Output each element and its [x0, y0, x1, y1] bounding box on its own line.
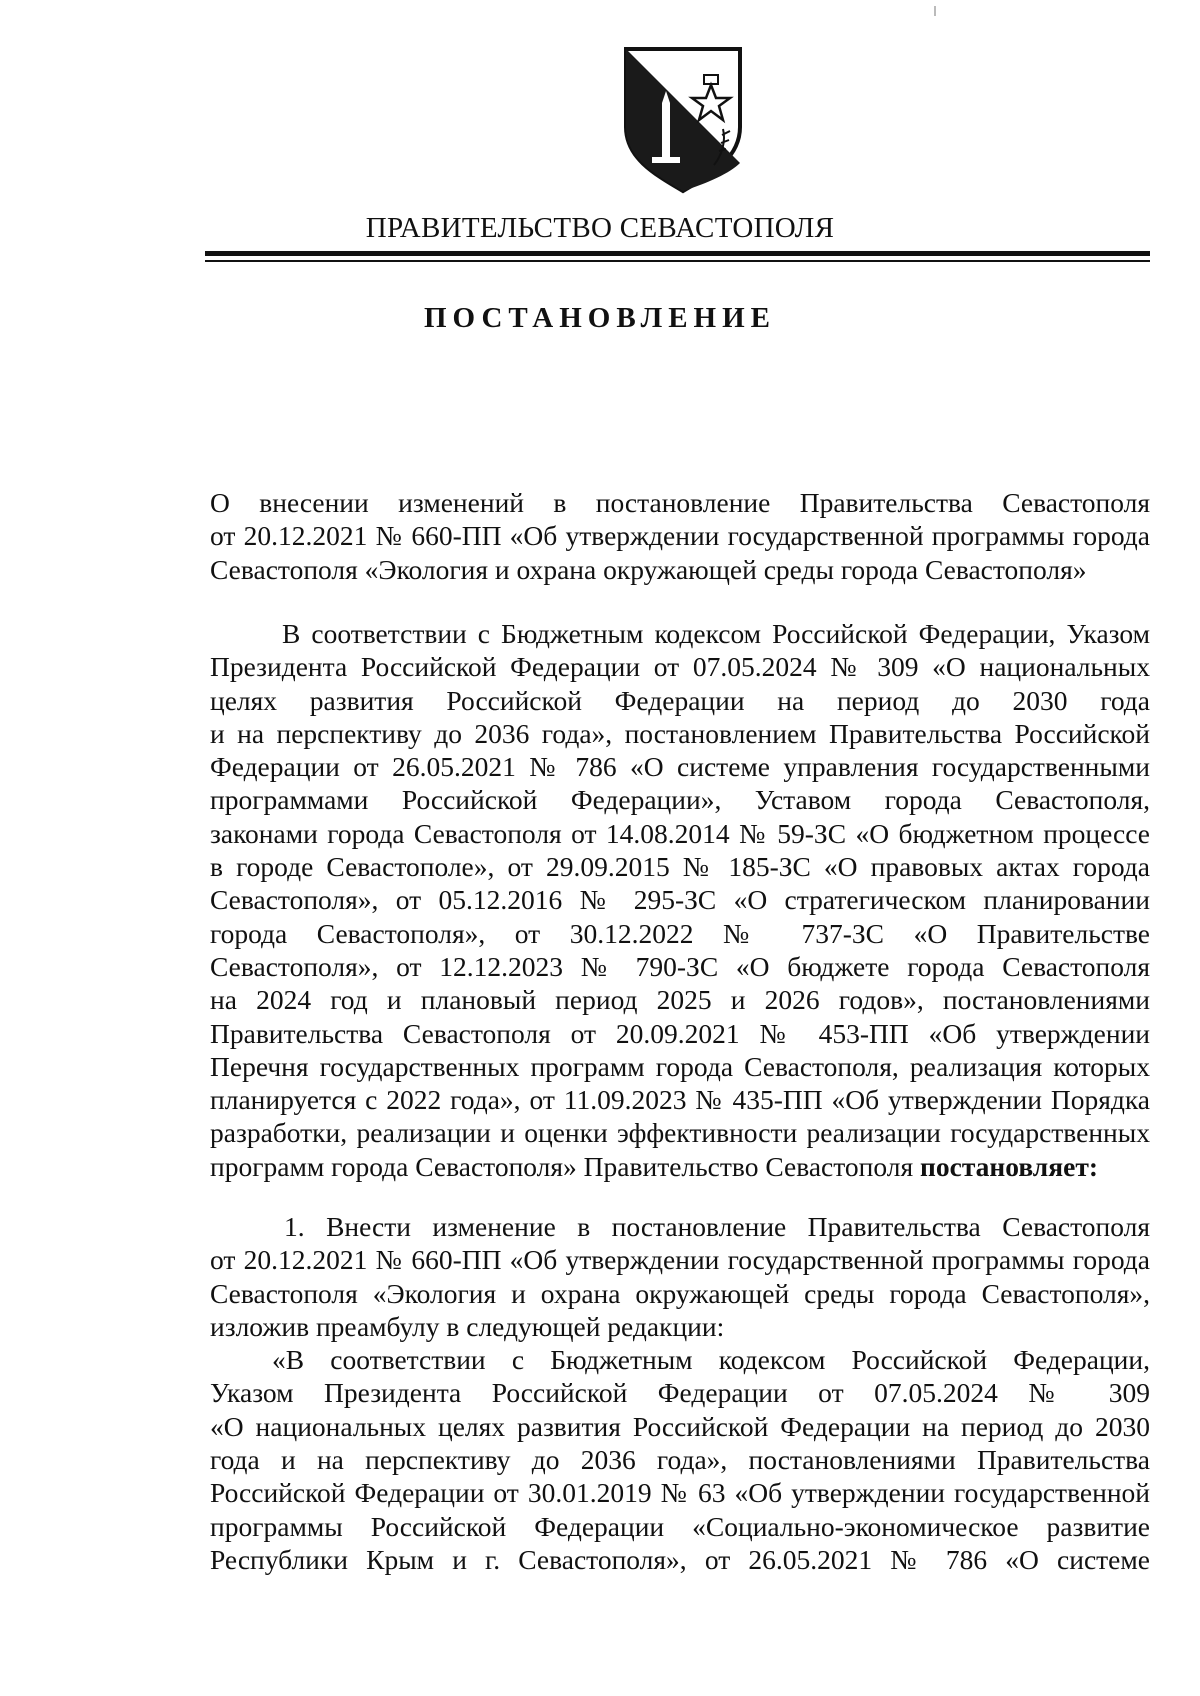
- title-line: О внесении изменений в постановление Правительства Севастополя: [210, 487, 1150, 518]
- sevastopol-coat-of-arms-icon: [618, 45, 748, 195]
- title-line: от 20.12.2021 № 660-ПП «Об утверждении государственной программы города: [210, 520, 1150, 552]
- preamble-last-line-text: программ города Севастополя» Правительство Севастополя: [210, 1150, 921, 1182]
- organization-name: ПРАВИТЕЛЬСТВО СЕВАСТОПОЛЯ: [365, 212, 835, 244]
- quoted-preamble-line: Республики Крым и г. Севастополя», от 26.05.2021 № 786 «О системе: [210, 1543, 1150, 1575]
- document-type-heading: ПОСТАНОВЛЕНИЕ: [423, 302, 776, 334]
- preamble-last-line: [210, 1150, 1150, 1183]
- decision-word: постановляет:: [920, 1150, 1098, 1182]
- item-1-line: от 20.12.2021 № 660-ПП «Об утверждении государственной программы города: [210, 1244, 1150, 1276]
- preamble-line: планируется с 2022 года», от 11.09.2023 № 435-ПП «Об утверждении Порядка: [210, 1084, 1150, 1116]
- preamble-line: В соответствии с Бюджетным кодексом Российской Федерации, Указом: [282, 618, 1150, 649]
- preamble-line: Правительства Севастополя от 20.09.2021 № 453-ПП «Об утверждении: [210, 1017, 1150, 1049]
- title-line: Севастополя «Экология и охрана окружающей среды города Севастополя»: [210, 553, 1087, 585]
- preamble-line: Федерации от 26.05.2021 № 786 «О системе управления государственными: [210, 751, 1150, 783]
- preamble-line: на 2024 год и плановый период 2025 и 2026 годов», постановлениями: [210, 984, 1150, 1016]
- quoted-preamble-line: «О национальных целях развития Российской Федерации на период до 2030: [210, 1410, 1150, 1442]
- preamble-line: разработки, реализации и оценки эффективности реализации государственных: [210, 1117, 1150, 1149]
- preamble-line: Севастополя», от 05.12.2016 № 295-ЗС «О стратегическом планировании: [210, 884, 1150, 916]
- header-divider-thick: [205, 251, 1150, 256]
- item-1-line: Севастополя «Экология и охрана окружающей среды города Севастополя»,: [210, 1277, 1150, 1309]
- quoted-preamble-line: «В соответствии с Бюджетным кодексом Российской Федерации,: [272, 1344, 1150, 1376]
- preamble-line: Севастополя», от 12.12.2023 № 790-ЗС «О бюджете города Севастополя: [210, 950, 1150, 982]
- item-1-paragraph: [210, 1210, 1150, 1576]
- preamble-line: Президента Российской Федерации от 07.05.2024 № 309 «О национальных: [210, 651, 1150, 683]
- quoted-preamble-line: программы Российской Федерации «Социально-экономическое развитие: [210, 1510, 1150, 1542]
- header-divider-thin: [205, 260, 1150, 262]
- preamble-line: города Севастополя», от 30.12.2022 № 737-ЗС «О Правительстве: [210, 917, 1150, 949]
- quoted-preamble-line: Указом Президента Российской Федерации от 07.05.2024 № 309: [210, 1377, 1150, 1409]
- preamble-line: Перечня государственных программ города Севастополя, реализация которых: [210, 1050, 1150, 1082]
- preamble-line: в городе Севастополе», от 29.09.2015 № 185-ЗС «О правовых актах города: [210, 851, 1150, 883]
- item-1-line: изложив преамбулу в следующей редакции:: [210, 1310, 725, 1342]
- preamble-line: целях развития Российской Федерации на период до 2030 года: [210, 684, 1150, 716]
- scan-artifact: [934, 6, 936, 16]
- document-title: [210, 486, 1150, 586]
- item-1-line: 1. Внести изменение в постановление Правительства Севастополя: [284, 1211, 1150, 1242]
- preamble-paragraph: [210, 617, 1150, 1183]
- quoted-preamble-line: года и на перспективу до 2036 года», постановлениями Правительства: [210, 1444, 1150, 1476]
- preamble-line: программами Российской Федерации», Уставом города Севастополя,: [210, 784, 1150, 816]
- preamble-line: законами города Севастополя от 14.08.2014 № 59-ЗС «О бюджетном процессе: [210, 817, 1150, 849]
- preamble-line: и на перспективу до 2036 года», постановлением Правительства Российской: [210, 717, 1150, 749]
- quoted-preamble-line: Российской Федерации от 30.01.2019 № 63 «Об утверждении государственной: [210, 1477, 1150, 1509]
